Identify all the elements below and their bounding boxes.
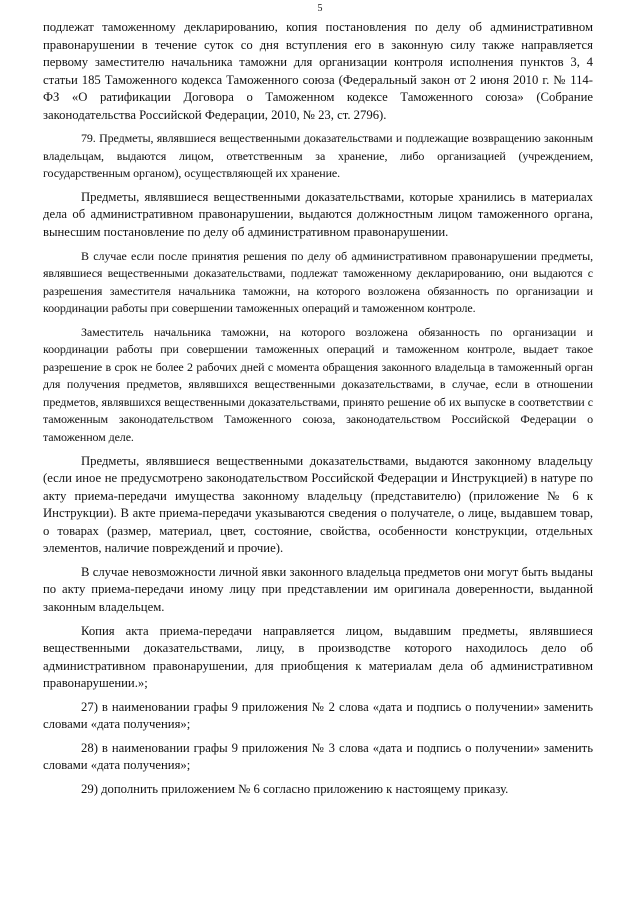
- paragraph: Предметы, являвшиеся вещественными доказательствами, выдаются законному владельцу (если иное не предусмотрено законодательством Российской Федерации и Инструкцией) в натуре по акту приема-передачи имущества законному владельцу (представителю) (приложение № 6 к Инструкции). В акте приема-передачи указываются сведения о получателе, о лице, выдавшем товар, о товарах (размер, материал, цвет, состояние, свойства, особенности конструкции, отдельных элементов, наличие повреждений и прочие).: [43, 453, 593, 556]
- paragraph: Копия акта приема-передачи направляется лицом, выдавшим предметы, являвшиеся вещественными доказательствами, лицу, в производстве которого находилось дело об административном правонарушении, для приобщения к материалам дела об административном правонарушении.»;: [43, 623, 593, 691]
- paragraph: подлежат таможенному декларированию, копия постановления по делу об административном правонарушении в течение суток со дня вступления его в законную силу также направляется первому заместителю начальника таможни для организации контроля исполнения пунктов 3, 4 статьи 185 Таможенного кодекса Таможенного союза (Федеральный закон от 2 июня 2010 г. № 114-ФЗ «О ратификации Договора о Таможенном кодексе Таможенного союза» (Собрание законодательства Российской Федерации, 2010, № 23, ст. 2796).: [43, 20, 593, 122]
- paragraph: 29) дополнить приложением № 6 согласно приложению к настоящему приказу.: [81, 781, 509, 796]
- paragraph: 28) в наименовании графы 9 приложения № 3 слова «дата и подпись о получении» заменить словами «дата получения»;: [43, 740, 593, 773]
- paragraph: 27) в наименовании графы 9 приложения № 2 слова «дата и подпись о получении» заменить словами «дата получения»;: [43, 699, 593, 732]
- paragraph: Заместитель начальника таможни, на которого возложена обязанность по организации и координации работы при совершении таможенных операций и таможенном контроле, выдает такое разрешение в срок не более 2 рабочих дней с момента обращения законного владельца в таможенный орган для получения предметов, являвшихся вещественными доказательствами, в случае, если в отношении предметов, являвшихся вещественными доказательствами, принято решение об их выпуске в соответствии с таможенным законодательством Таможенного союза, законодательством Российской Федерации о таможенном деле.: [43, 324, 593, 445]
- paragraph: 79. Предметы, являвшиеся вещественными доказательствами и подлежащие возвращению законным владельцам, выдаются лицом, ответственным за хранение, либо организацией (учреждением, государственным органом), осуществляющей их хранение.: [43, 131, 593, 181]
- paragraph: Предметы, являвшиеся вещественными доказательствами, которые хранились в материалах дела об административном правонарушении, выдаются должностным лицом таможенного органа, вынесшим постановление по делу об административном правонарушении.: [43, 189, 593, 240]
- paragraph: В случае невозможности личной явки законного владельца предметов они могут быть выданы по акту приема-передачи иному лицу при представлении им оригинала доверенности, выданной законным владельцем.: [43, 564, 593, 614]
- paragraph: В случае если после принятия решения по делу об административном правонарушении предметы, являвшиеся вещественными доказательствами, подлежат таможенному декларированию, они выдаются с разрешения заместителя начальника таможни, на которого возложена обязанность по организации и координации работы при совершении таможенных операций и таможенном контроле.: [43, 248, 593, 316]
- document-body: [43, 19, 593, 798]
- page-number: 5: [317, 3, 323, 14]
